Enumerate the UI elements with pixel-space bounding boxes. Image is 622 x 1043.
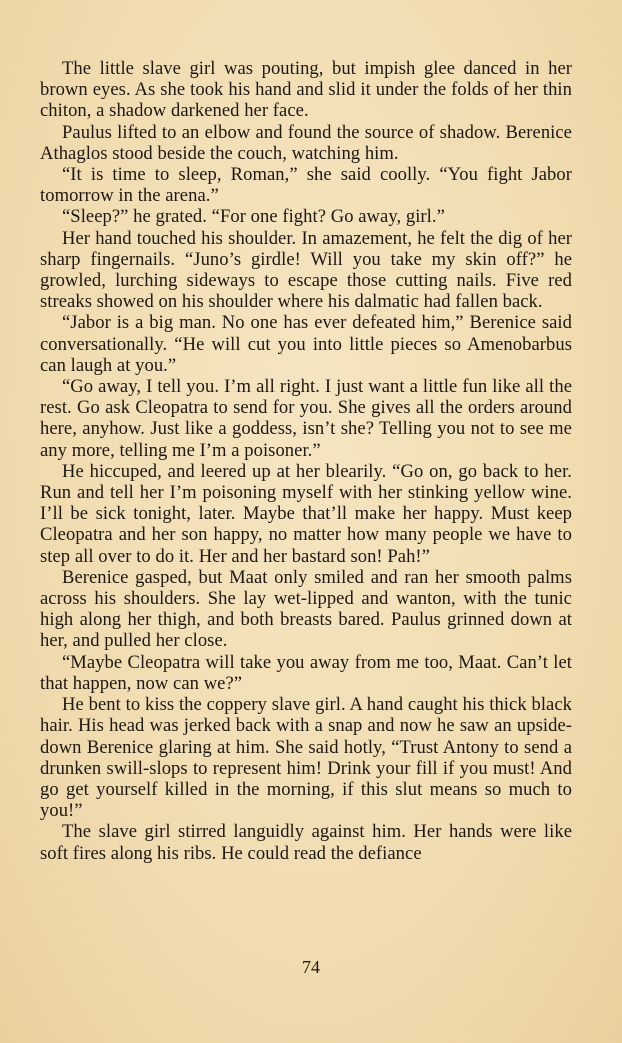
paragraph-1: The little slave girl was pouting, but impish glee danced in her brown eyes. As she took his hand and slid it under the folds of her thin chiton, a shadow darkened her face.: [40, 58, 572, 122]
paragraph-3: “It is time to sleep, Roman,” she said coolly. “You fight Jabor tomorrow in the arena.”: [40, 164, 572, 207]
paragraph-8: He hiccuped, and leered up at her blearily. “Go on, go back to her. Run and tell her I’m poisoning myself with her stinking yellow wine. I’ll be sick tonight, later. Maybe that’ll make her happy. Must keep Cleopatra and her son happy, no matter how many people we have to step all over to do it. Her and her bastard son! Pah!”: [40, 460, 572, 567]
paragraph-9: Berenice gasped, but Maat only smiled and ran her smooth palms across his shoulders. She lay wet-lipped and wanton, with the tunic high along her thigh, and both breasts bared. Paulus grinned down at her, and pulled her close.: [40, 566, 572, 652]
paragraph-2: Paulus lifted to an elbow and found the source of shadow. Berenice Athaglos stood beside the couch, watching him.: [40, 121, 572, 164]
paragraph-11: He bent to kiss the coppery slave girl. A hand caught his thick black hair. His head was jerked back with a snap and now he saw an upside-down Berenice glaring at him. She said hotly, “Trust Antony to send a drunken swill-slops to represent him! Drink your fill if you must! And go get yourself killed in the morning, if this slut means so much to you!”: [40, 694, 572, 822]
paragraph-10: “Maybe Cleopatra will take you away from me too, Maat. Can’t let that happen, now can we?”: [40, 651, 572, 694]
paragraph-5: Her hand touched his shoulder. In amazement, he felt the dig of her sharp fingernails. “Juno’s girdle! Will you take my skin off?” he growled, lurching sideways to escape those cutting nails. Five red streaks showed on his shoulder where his dalmatic had fallen back.: [40, 227, 572, 313]
page-text: [40, 58, 572, 864]
paragraph-4: “Sleep?” he grated. “For one fight? Go away, girl.”: [62, 206, 445, 228]
paragraph-6: “Jabor is a big man. No one has ever defeated him,” Berenice said conversationally. “He will cut you into little pieces so Amenobarbus can laugh at you.”: [40, 312, 572, 376]
paragraph-12: The slave girl stirred languidly against him. Her hands were like soft fires along his ribs. He could read the defiance: [40, 821, 572, 864]
page-number: 74: [302, 957, 320, 977]
paragraph-7: “Go away, I tell you. I’m all right. I just want a little fun like all the rest. Go ask Cleopatra to send for you. She gives all the orders around here, anyhow. Just like a goddess, isn’t she? Telling you not to see me any more, telling me I’m a poisoner.”: [40, 376, 572, 461]
